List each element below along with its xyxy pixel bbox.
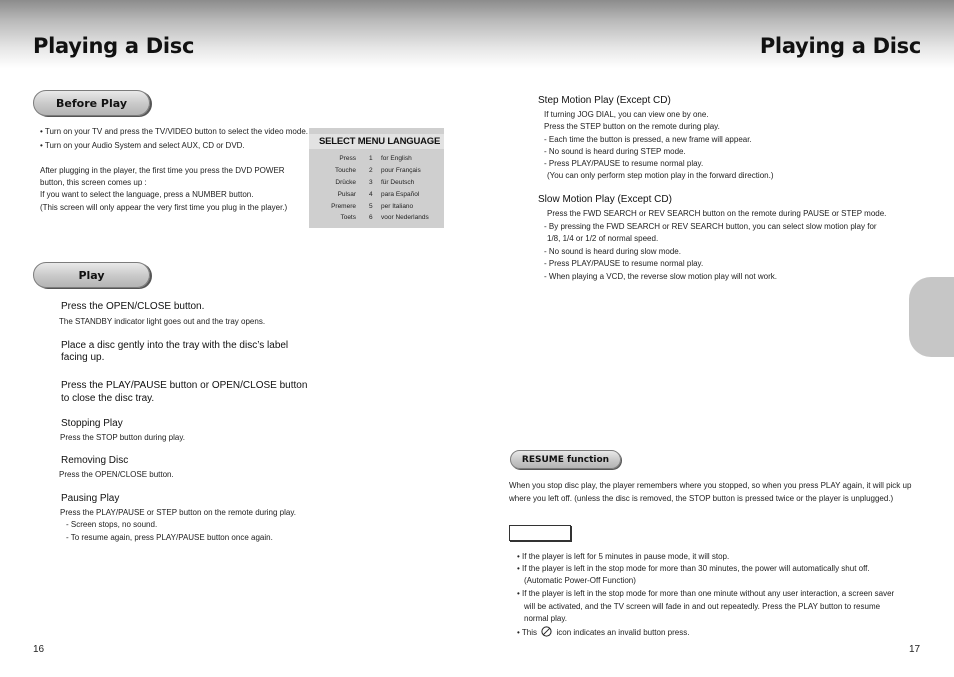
step-motion-line-1: If turning JOG DIAL, you can view one by one. — [544, 110, 709, 119]
invalid-button-icon — [541, 626, 552, 637]
chapter-side-tab — [909, 277, 954, 357]
menu-num: 5 — [369, 203, 373, 210]
before-play-bullet-2: • Turn on your Audio System and select AUX, CD or DVD. — [40, 141, 245, 150]
resume-line-1: When you stop disc play, the player remembers where you stopped, so when you press PLAY again, it will pick up — [509, 481, 912, 490]
menu-lang: voor Nederlands — [381, 214, 429, 221]
step-motion-line-6: (You can only perform step motion play in the forward direction.) — [547, 171, 774, 180]
play-heading: Play — [33, 262, 150, 288]
play-step-2-line-2: facing up. — [61, 352, 105, 363]
page-number-right: 17 — [909, 644, 921, 655]
pausing-play-sub-1: - Screen stops, no sound. — [66, 520, 158, 529]
slow-motion-title: Slow Motion Play (Except CD) — [538, 194, 672, 205]
stopping-play-text: Press the STOP button during play. — [60, 433, 185, 442]
before-play-heading: Before Play — [33, 90, 150, 116]
slow-motion-line-1: Press the FWD SEARCH or REV SEARCH button on the remote during PAUSE or STEP mode. — [547, 209, 887, 218]
pausing-play-title: Pausing Play — [61, 493, 120, 504]
note-line-6: normal play. — [524, 614, 567, 623]
play-step-1-title: Press the OPEN/CLOSE button. — [61, 301, 205, 312]
page-title-left: Playing a Disc — [33, 34, 195, 58]
note-line-2: • If the player is left in the stop mode for more than 30 minutes, the power will automatically shut off. — [517, 564, 870, 573]
slow-motion-line-2: - By pressing the FWD SEARCH or REV SEARCH button, you can select slow motion play for — [544, 222, 877, 231]
menu-num: 6 — [369, 214, 373, 221]
menu-lang: para Español — [381, 191, 420, 198]
before-play-para-4: (This screen will only appear the very first time you plug in the player.) — [40, 203, 288, 212]
menu-title: SELECT MENU LANGUAGE — [309, 134, 444, 149]
play-step-3-line-2: to close the disc tray. — [61, 393, 155, 404]
note-line-7 — [517, 626, 689, 640]
note-line-3: (Automatic Power-Off Function) — [524, 576, 636, 585]
menu-lang: for English — [381, 155, 412, 162]
play-step-1-text: The STANDBY indicator light goes out and the tray opens. — [59, 317, 266, 326]
before-play-para-1: After plugging in the player, the first time you press the DVD POWER — [40, 166, 285, 175]
slow-motion-line-4: - No sound is heard during slow mode. — [544, 247, 681, 256]
menu-key: Press — [339, 155, 356, 162]
pausing-play-text: Press the PLAY/PAUSE or STEP button on the remote during play. — [60, 508, 296, 517]
removing-disc-title: Removing Disc — [61, 455, 129, 466]
page-title-right: Playing a Disc — [759, 34, 921, 58]
step-motion-line-2: Press the STEP button on the remote during play. — [544, 122, 720, 131]
note-label-box — [509, 525, 571, 541]
note-line-4: • If the player is left in the stop mode for more than one minute without any user interaction, a screen saver — [517, 589, 895, 598]
step-motion-line-4: - No sound is heard during STEP mode. — [544, 147, 686, 156]
menu-num: 4 — [369, 191, 373, 198]
slow-motion-line-6: - When playing a VCD, the reverse slow motion play will not work. — [544, 272, 777, 281]
menu-num: 1 — [369, 155, 373, 162]
before-play-para-2: button, this screen comes up : — [40, 178, 147, 187]
menu-lang: per Italiano — [381, 203, 414, 210]
page-number-left: 16 — [33, 644, 45, 655]
resume-line-2: where you left off. (unless the disc is removed, the STOP button is pressed twice or the player is unplugged.) — [509, 494, 894, 503]
menu-key: Toets — [340, 214, 356, 221]
menu-num: 2 — [369, 167, 373, 174]
step-motion-title: Step Motion Play (Except CD) — [538, 95, 671, 106]
note-icon-post: icon indicates an invalid button press. — [556, 628, 690, 637]
before-play-para-3: If you want to select the language, press a NUMBER button. — [40, 190, 254, 199]
removing-disc-text: Press the OPEN/CLOSE button. — [59, 470, 174, 479]
resume-function-heading: RESUME function — [510, 450, 621, 469]
note-icon-pre: • This — [517, 628, 537, 637]
step-motion-line-3: - Each time the button is pressed, a new frame will appear. — [544, 135, 752, 144]
slow-motion-line-5: - Press PLAY/PAUSE to resume normal play. — [544, 259, 704, 268]
pausing-play-sub-2: - To resume again, press PLAY/PAUSE button once again. — [66, 533, 273, 542]
select-menu-language-screen — [309, 128, 444, 228]
menu-key: Touche — [335, 167, 356, 174]
stopping-play-title: Stopping Play — [61, 418, 123, 429]
note-line-1: • If the player is left for 5 minutes in pause mode, it will stop. — [517, 552, 730, 561]
menu-key: Drücke — [335, 179, 356, 186]
slow-motion-line-3: 1/8, 1/4 or 1/2 of normal speed. — [547, 234, 659, 243]
play-step-3-line-1: Press the PLAY/PAUSE button or OPEN/CLOSE button — [61, 380, 308, 391]
before-play-bullet-1: • Turn on your TV and press the TV/VIDEO button to select the video mode. — [40, 127, 308, 136]
menu-num: 3 — [369, 179, 373, 186]
menu-lang: für Deutsch — [381, 179, 415, 186]
play-step-2-line-1: Place a disc gently into the tray with the disc’s label — [61, 340, 289, 351]
note-line-5: will be activated, and the TV screen will fade in and out repeatedly. Press the PLAY button to resume — [524, 602, 881, 611]
menu-key: Pulsar — [337, 191, 356, 198]
step-motion-line-5: - Press PLAY/PAUSE to resume normal play. — [544, 159, 704, 168]
menu-lang: pour Français — [381, 167, 421, 174]
menu-key: Premere — [331, 203, 356, 210]
